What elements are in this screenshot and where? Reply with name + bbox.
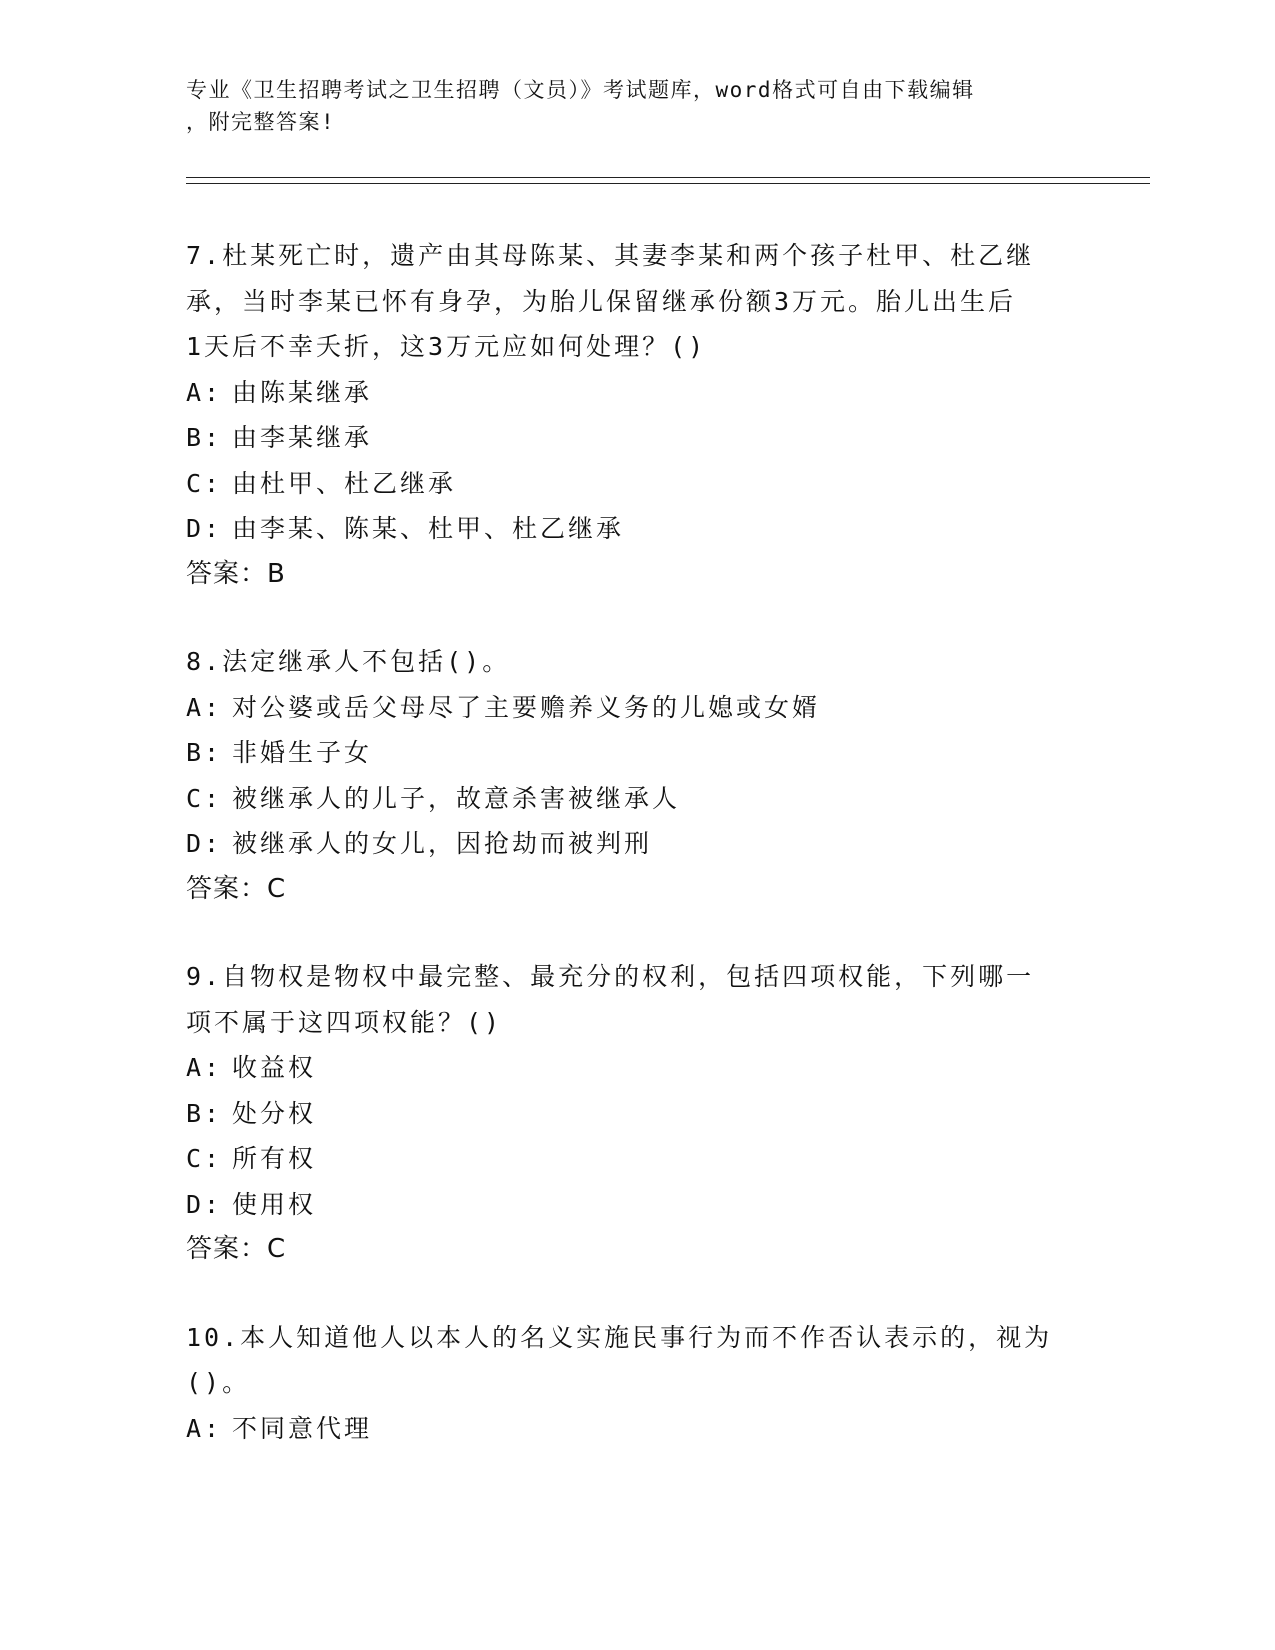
- answer-line: 答案：C: [186, 1234, 287, 1264]
- option-text: 被继承人的儿子，故意杀害被继承人: [232, 783, 681, 813]
- option-key: D:: [186, 829, 223, 858]
- option-text: 使用权: [232, 1189, 317, 1219]
- option-key: C:: [186, 783, 223, 813]
- header-divider-top: [186, 177, 1150, 178]
- option-text: 收益权: [232, 1053, 317, 1082]
- option-a: [186, 685, 1076, 731]
- question-stem-line: 项不属于这四项权能？(): [186, 1007, 503, 1037]
- question-8: [186, 639, 1076, 912]
- option-key: B:: [186, 423, 223, 452]
- option-b: [186, 730, 1076, 776]
- answer-line: 答案：C: [186, 873, 287, 904]
- option-key: A:: [186, 1413, 223, 1443]
- option-text: 由李某继承: [232, 423, 373, 452]
- option-text: 不同意代理: [232, 1413, 373, 1443]
- option-b: [186, 415, 1076, 461]
- question-stem-line: 7.杜某死亡时，遗产由其母陈某、其妻李某和两个孩子杜甲、杜乙继: [186, 241, 1035, 270]
- option-key: C:: [186, 1144, 223, 1173]
- option-b: [186, 1091, 1076, 1137]
- question-10: [186, 1315, 1076, 1452]
- option-text: 被继承人的女儿，因抢劫而被判刑: [232, 829, 653, 858]
- option-a: [186, 370, 1076, 416]
- option-c: [186, 461, 1076, 507]
- header-line-1: 专业《卫生招聘考试之卫生招聘（文员）》考试题库，word格式可自由下载编辑: [186, 78, 975, 102]
- option-text: 由杜甲、杜乙继承: [232, 468, 457, 498]
- question-list: [186, 233, 1076, 1493]
- option-text: 由陈某继承: [232, 377, 373, 407]
- option-d: [186, 1182, 1076, 1228]
- question-9: [186, 954, 1076, 1273]
- option-c: [186, 776, 1076, 822]
- question-stem-line: 承，当时李某已怀有身孕，为胎儿保留继承份额3万元。胎儿出生后: [186, 286, 1017, 316]
- option-c: [186, 1136, 1076, 1182]
- answer-line: 答案：B: [186, 558, 286, 589]
- option-text: 处分权: [232, 1098, 317, 1128]
- document-header: [186, 74, 1066, 138]
- option-key: C:: [186, 468, 223, 498]
- option-key: D:: [186, 514, 223, 543]
- option-key: A:: [186, 692, 223, 722]
- option-a: [186, 1045, 1076, 1091]
- option-text: 所有权: [232, 1144, 317, 1173]
- option-key: B:: [186, 738, 223, 767]
- option-d: [186, 506, 1076, 552]
- header-line-2: ，附完整答案!: [186, 110, 336, 134]
- option-key: A:: [186, 377, 223, 407]
- option-key: B:: [186, 1098, 223, 1128]
- question-stem-line: 1天后不幸夭折，这3万元应如何处理？(): [186, 332, 707, 361]
- option-key: D:: [186, 1189, 223, 1219]
- question-7: [186, 233, 1076, 597]
- option-d: [186, 821, 1076, 867]
- question-stem-line: 8.法定继承人不包括()。: [186, 647, 511, 676]
- option-text: 由李某、陈某、杜甲、杜乙继承: [232, 514, 625, 543]
- option-text: 对公婆或岳父母尽了主要赡养义务的儿媳或女婿: [232, 692, 821, 722]
- question-stem-line: 9.自物权是物权中最完整、最充分的权利，包括四项权能，下列哪一: [186, 962, 1035, 991]
- option-text: 非婚生子女: [232, 738, 373, 767]
- option-key: A:: [186, 1053, 223, 1082]
- question-stem-line: 10.本人知道他人以本人的名义实施民事行为而不作否认表示的，视为: [186, 1322, 1053, 1352]
- question-stem-line: ()。: [186, 1368, 251, 1397]
- header-divider-bottom: [186, 183, 1150, 184]
- option-a: [186, 1406, 1076, 1452]
